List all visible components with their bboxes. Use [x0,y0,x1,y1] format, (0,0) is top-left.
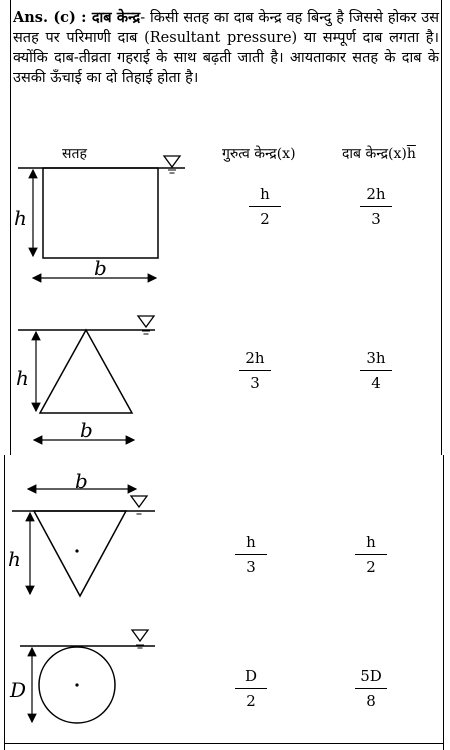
fraction-denominator: 8 [366,692,376,710]
fraction-numerator: 3h [366,349,386,367]
triangle-height-label: h [16,366,29,390]
triangle-figure [16,316,155,442]
row1-pressure-center [356,184,396,229]
fraction-denominator: 2 [260,210,270,228]
fraction-denominator: 3 [250,374,260,392]
inv-triangle-base-label: b [75,469,88,493]
inverted-triangle-figure [8,469,155,596]
answer-label: Ans. (c) : दाब केन्द्र [13,9,141,26]
fraction-denominator: 2 [246,692,256,710]
rectangle-figure [14,156,185,280]
fraction-numerator: 2h [245,349,265,367]
row2-pressure-center [356,348,396,393]
inv-triangle-height-label: h [8,547,21,571]
row3-centroid [231,532,271,577]
fraction-numerator: D [244,667,258,685]
answer-text: - किसी सतह का दाब केन्द्र वह बिन्दु है जिससे होकर उस सतह पर परिमाणी दाब (Resultant pressure) या सम्पूर्ण दाब लगता है। क्योंकि दाब-तीव्रता गहराई के साथ बढ़ती जाती है। आयताकार सतह के दाब के उसकी ऊँचाई का दो तिहाई होता है। [13,10,439,86]
circle-figure [9,630,155,723]
row1-centroid [245,184,285,229]
triangle-base-label: b [80,418,93,442]
row4-pressure-center [351,666,391,711]
fraction-numerator: h [246,533,256,551]
rect-height-label: h [14,206,27,230]
fraction-denominator: 3 [371,210,381,228]
fraction-numerator: 5D [360,667,382,685]
header-centroid: गुरुत्व केन्द्र(x) [222,146,296,162]
circle-diameter-label: D [10,678,27,702]
fraction-numerator: 2h [366,185,386,203]
header-pressure-center-text: दाब केन्द्र(x) [342,146,407,162]
rect-base-label: b [94,256,107,280]
water-level-icon [164,156,180,173]
fraction-denominator: 4 [371,374,381,392]
fraction-numerator: h [366,533,376,551]
water-level-icon [138,316,154,334]
fraction-numerator: h [260,185,270,203]
fraction-denominator: 2 [366,558,376,576]
row2-centroid [235,348,275,393]
fraction-denominator: 3 [246,558,256,576]
row4-centroid [231,666,271,711]
header-surface: सतह [62,146,87,162]
header-pressure-center-symbol: $\overline{h}$ [406,146,416,162]
row3-pressure-center [351,532,391,577]
